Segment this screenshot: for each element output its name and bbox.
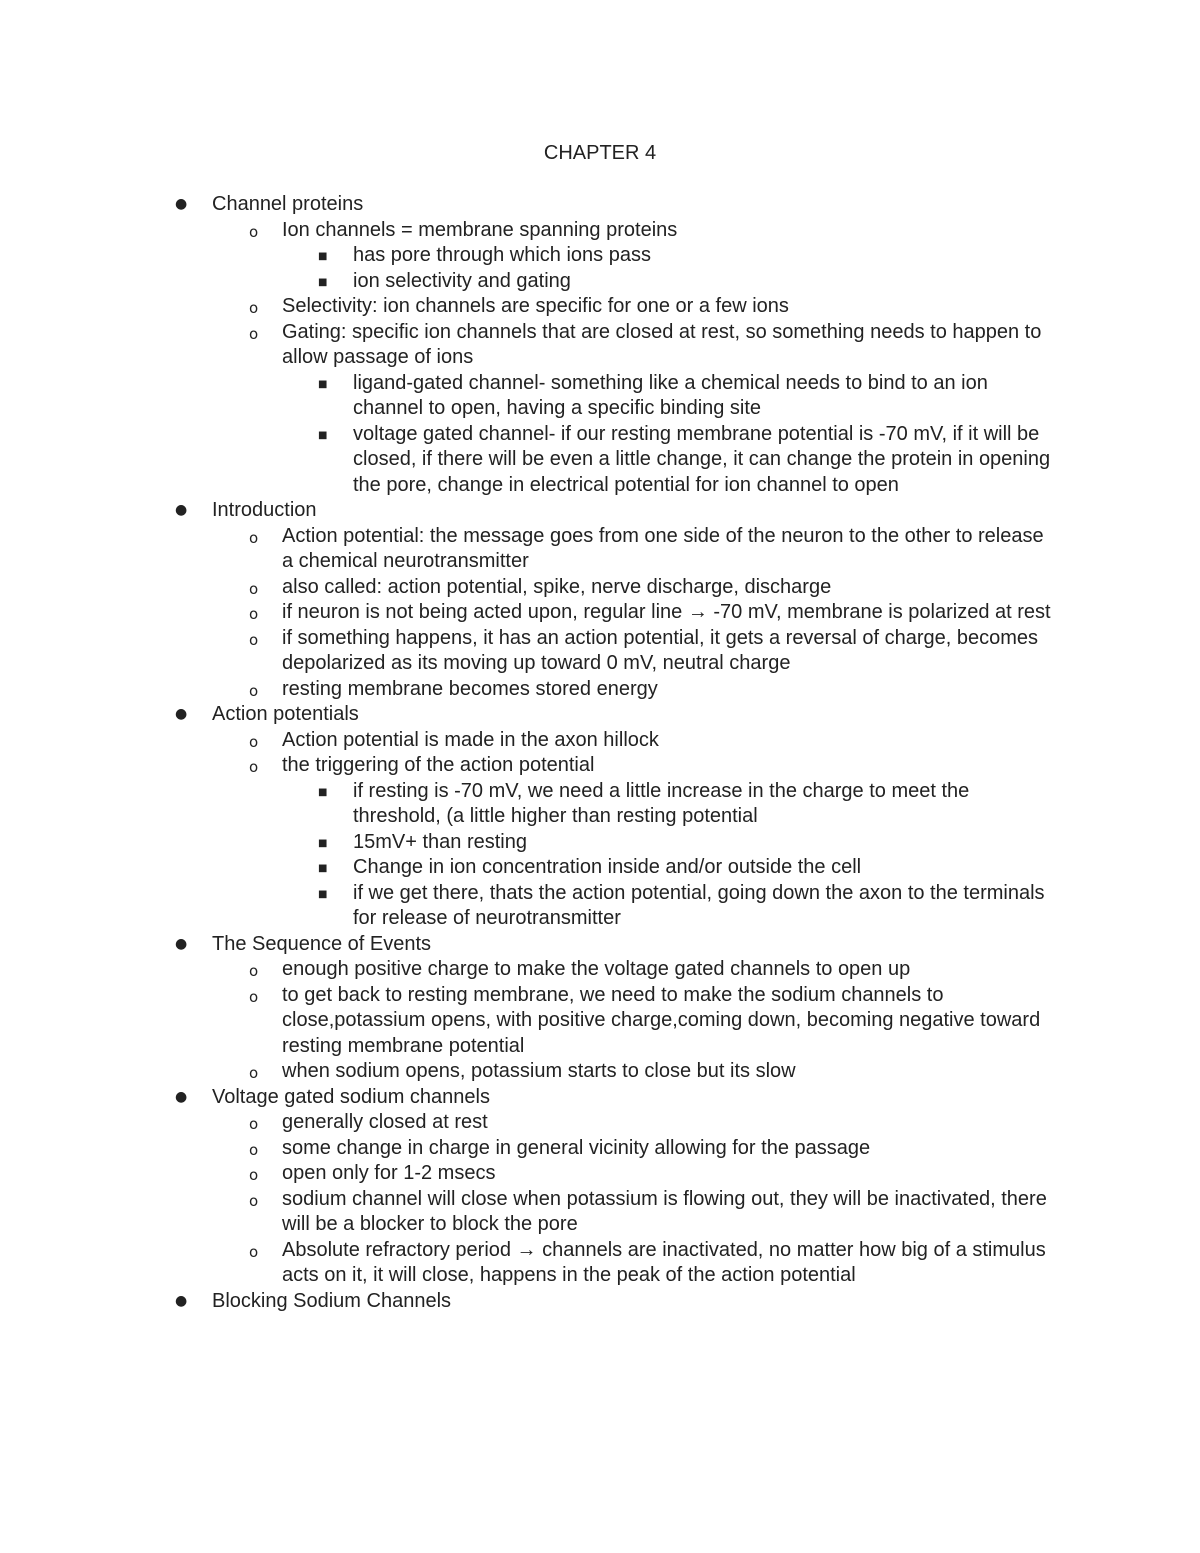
- page-title: CHAPTER 4: [543, 142, 657, 164]
- subitem-text: Gating: specific ion channels that are closed at rest, so something needs to happen to allow passage of ions: [282, 320, 1042, 368]
- subitem-text: Selectivity: ion channels are specific for one or a few ions: [282, 295, 789, 317]
- section-heading: Introduction: [212, 499, 317, 521]
- subitem-text: sodium channel will close when potassium is flowing out, they will be inactivated, there will be a blocker to block the pore: [282, 1187, 1047, 1235]
- subitem-text: if neuron is not being acted upon, regular line → -70 mV, membrane is polarized at rest: [282, 601, 1051, 623]
- outline-subitem: [0, 294, 1200, 320]
- subitem-text: when sodium opens, potassium starts to close but its slow: [282, 1060, 796, 1082]
- subitem-text: Absolute refractory period → channels are inactivated, no matter how big of a stimulus acts on it, it will close, happens in the peak of the action potential: [282, 1238, 1046, 1286]
- detail-text: voltage gated channel- if our resting membrane potential is -70 mV, if it will be closed, if there will be even a little change, it can change the protein in opening the pore, change in electrical potential for ion channel to open: [353, 422, 1051, 496]
- sub-sub-list: [0, 243, 1200, 294]
- bullet-1-icon: ●: [175, 706, 188, 722]
- outline-subitem: [0, 1187, 1200, 1238]
- bullet-2-icon: o: [249, 299, 259, 317]
- outline-detail: [0, 779, 1200, 830]
- outline-subitem: [0, 983, 1200, 1060]
- bullet-3-icon: ■: [318, 378, 328, 390]
- outline-subitem: [0, 1161, 1200, 1187]
- subitem-text: open only for 1-2 msecs: [282, 1162, 496, 1184]
- outline-subitem: [0, 1059, 1200, 1085]
- bullet-2-icon: o: [249, 1115, 259, 1133]
- bullet-2-icon: o: [249, 579, 259, 598]
- detail-text: ligand-gated channel- something like a chemical needs to bind to an ion channel to open, having a specific binding site: [353, 371, 988, 419]
- bullet-1-icon: ●: [175, 1292, 188, 1309]
- section-heading: Blocking Sodium Channels: [212, 1289, 452, 1312]
- bullet-2-icon: o: [249, 987, 259, 1006]
- section-heading: Voltage gated sodium channels: [212, 1085, 490, 1108]
- detail-text: has pore through which ions pass: [353, 244, 651, 266]
- outline-subitem: [0, 1110, 1200, 1136]
- outline-section: [0, 1289, 1200, 1315]
- subitem-text: also called: action potential, spike, nerve discharge, discharge: [282, 575, 832, 598]
- outline-section: [0, 932, 1200, 1085]
- bullet-2-icon: o: [249, 1242, 259, 1261]
- subitem-text: to get back to resting membrane, we need to make the sodium channels to close,potassium opens, with positive charge,coming down, becoming negative toward resting membrane potential: [282, 983, 1041, 1057]
- bullet-2-icon: o: [249, 1191, 259, 1210]
- bullet-1-icon: ●: [175, 502, 188, 518]
- outline-detail: [0, 830, 1200, 856]
- outline-subitem: [0, 524, 1200, 575]
- outline-section: [0, 702, 1200, 932]
- bullet-2-icon: o: [249, 605, 259, 623]
- outline-detail: [0, 881, 1200, 932]
- subitem-text: Action potential is made in the axon hillock: [282, 728, 659, 751]
- outline-subitem: [0, 1136, 1200, 1162]
- subitem-text: if something happens, it has an action potential, it gets a reversal of charge, becomes depolarized as its moving up toward 0 mV, neutral charge: [282, 626, 1038, 674]
- sub-list: [0, 218, 1200, 499]
- outline-subitem: [0, 600, 1200, 626]
- bullet-2-icon: o: [249, 630, 259, 649]
- bullet-2-icon: o: [249, 732, 259, 751]
- sub-sub-list: [0, 371, 1200, 499]
- section-heading: The Sequence of Events: [212, 932, 432, 955]
- bullet-2-icon: o: [249, 324, 259, 343]
- bullet-2-icon: o: [249, 681, 259, 700]
- bullet-2-icon: o: [249, 528, 259, 547]
- outline-subitem: [0, 677, 1200, 703]
- bullet-3-icon: ■: [318, 863, 328, 874]
- outline-subitem: [0, 728, 1200, 754]
- outline-subitem: [0, 320, 1200, 499]
- outline-subitem: [0, 626, 1200, 677]
- outline-subitem: [0, 218, 1200, 295]
- bullet-2-icon: o: [249, 758, 259, 776]
- detail-text: if resting is -70 mV, we need a little increase in the charge to meet the threshold, (a little higher than resting potential: [353, 779, 970, 827]
- sub-list: [0, 1110, 1200, 1289]
- sub-list: [0, 957, 1200, 1085]
- detail-text: Change in ion concentration inside and/or outside the cell: [353, 856, 862, 878]
- subitem-text: the triggering of the action potential: [282, 754, 595, 776]
- outline-detail: [0, 422, 1200, 499]
- bullet-2-icon: o: [249, 1140, 259, 1159]
- detail-text: ion selectivity and gating: [353, 269, 571, 292]
- bullet-3-icon: ■: [318, 251, 328, 262]
- bullet-1-icon: ●: [175, 935, 188, 952]
- outline-detail: [0, 855, 1200, 881]
- outline-section: [0, 1085, 1200, 1289]
- outline-detail: [0, 371, 1200, 422]
- notes-outline: [0, 192, 1200, 1314]
- bullet-1-icon: ●: [175, 1088, 188, 1105]
- outline-subitem: [0, 753, 1200, 932]
- sub-list: [0, 728, 1200, 932]
- subitem-text: generally closed at rest: [282, 1111, 488, 1133]
- outline-subitem: [0, 957, 1200, 983]
- subitem-text: enough positive charge to make the voltage gated channels to open up: [282, 958, 911, 980]
- outline-subitem: [0, 1238, 1200, 1289]
- subitem-text: Ion channels = membrane spanning proteins: [282, 218, 678, 241]
- section-heading: Channel proteins: [212, 193, 364, 215]
- outline-subitem: [0, 575, 1200, 601]
- bullet-2-icon: o: [249, 962, 259, 980]
- outline-detail: [0, 269, 1200, 295]
- bullet-1-icon: ●: [175, 196, 188, 212]
- bullet-2-icon: o: [249, 1166, 259, 1184]
- section-heading: Action potentials: [212, 703, 359, 725]
- bullet-3-icon: ■: [318, 429, 328, 441]
- outline-section: [0, 498, 1200, 702]
- detail-text: if we get there, thats the action potential, going down the axon to the terminals for release of neurotransmitter: [353, 881, 1045, 929]
- bullet-3-icon: ■: [318, 837, 328, 849]
- sub-sub-list: [0, 779, 1200, 932]
- bullet-3-icon: ■: [318, 888, 328, 900]
- outline-detail: [0, 243, 1200, 269]
- bullet-3-icon: ■: [318, 786, 328, 798]
- outline-section: [0, 192, 1200, 498]
- bullet-2-icon: o: [249, 222, 259, 241]
- bullet-3-icon: ■: [318, 276, 328, 288]
- subitem-text: Action potential: the message goes from one side of the neuron to the other to release a chemical neurotransmitter: [282, 524, 1044, 572]
- subitem-text: resting membrane becomes stored energy: [282, 677, 658, 700]
- subitem-text: some change in charge in general vicinity allowing for the passage: [282, 1136, 871, 1159]
- detail-text: 15mV+ than resting: [353, 830, 527, 853]
- bullet-2-icon: o: [249, 1064, 259, 1082]
- sub-list: [0, 524, 1200, 703]
